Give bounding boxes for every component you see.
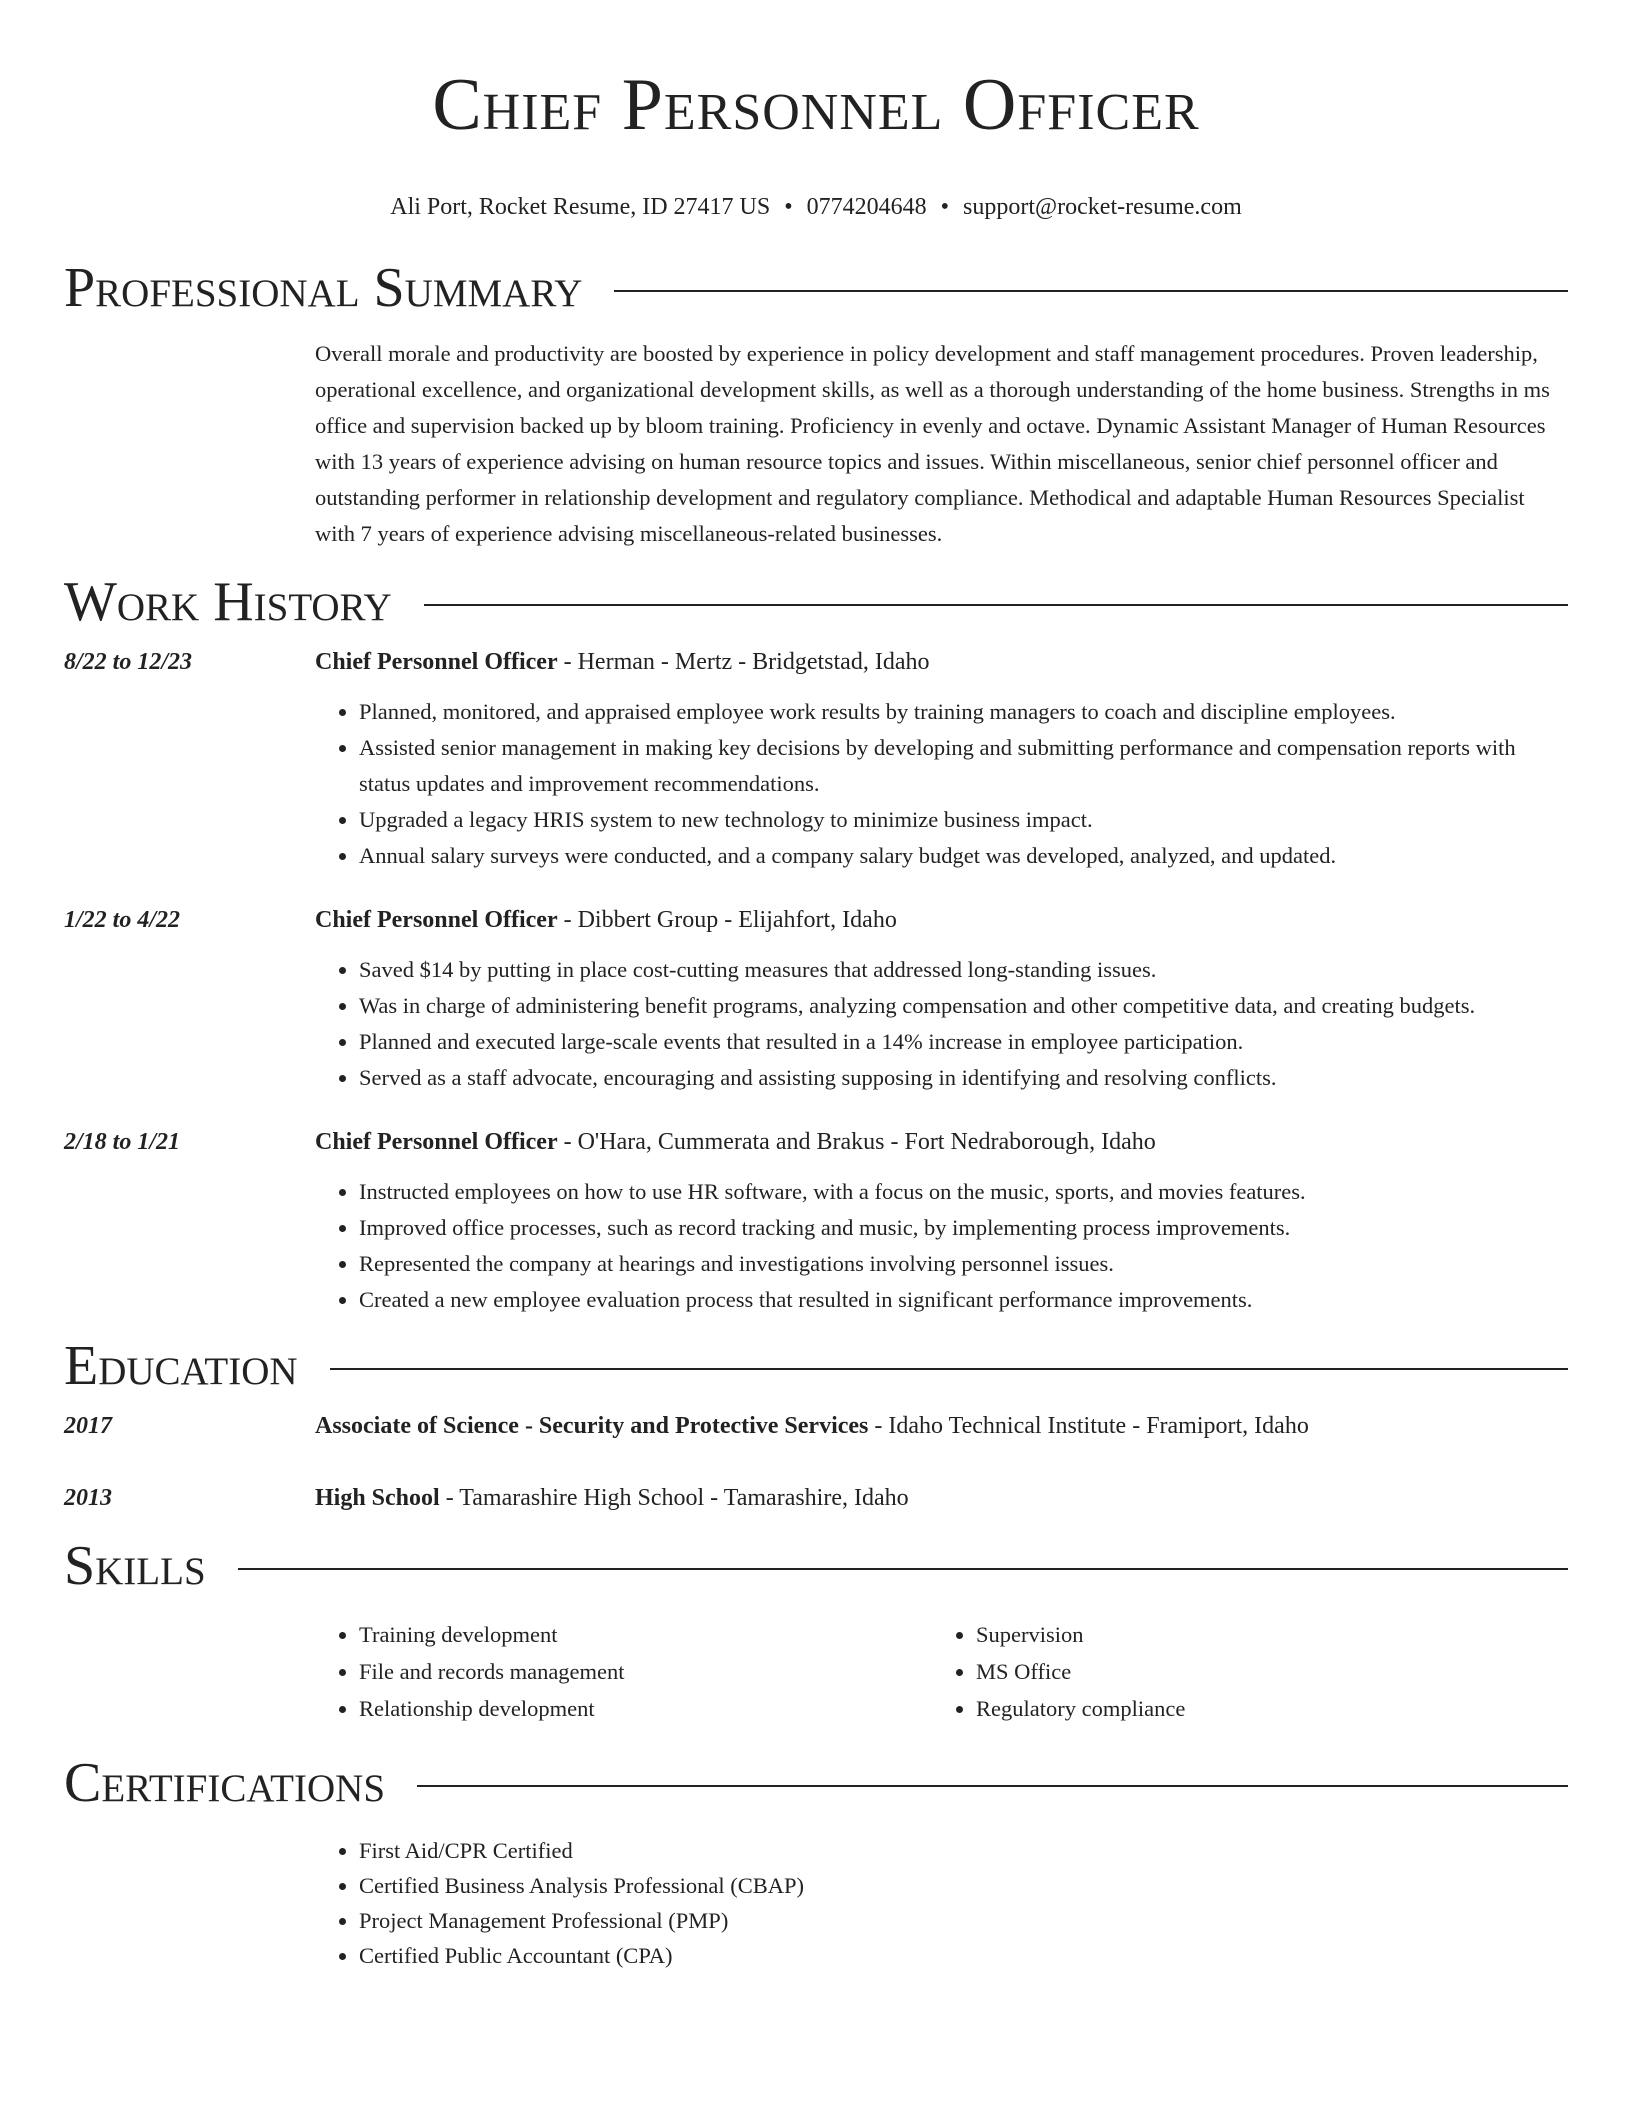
work-title: Chief Personnel Officer xyxy=(315,649,558,675)
education-entry xyxy=(64,1410,1568,1442)
work-details: - Herman - Mertz - Bridgetstad, Idaho xyxy=(557,649,930,675)
summary-heading: Professional Summary xyxy=(64,257,583,319)
education-year: 2013 xyxy=(64,1485,112,1511)
certifications-list xyxy=(315,1833,1568,1973)
skill-item: • Relationship development xyxy=(359,1690,932,1727)
work-bullet: • Annual salary surveys were conducted, and a company salary budget was developed, analyzed, and updated. xyxy=(359,838,1568,874)
education-entry xyxy=(64,1482,1568,1514)
work-entry xyxy=(64,646,1568,874)
certification-item: • Certified Business Analysis Professional (CBAP) xyxy=(359,1868,1568,1903)
section-divider xyxy=(330,1368,1568,1370)
work-details: - O'Hara, Cummerata and Brakus - Fort Nedraborough, Idaho xyxy=(557,1129,1156,1155)
work-bullet: • Upgraded a legacy HRIS system to new technology to minimize business impact. xyxy=(359,802,1568,838)
certification-item: • Project Management Professional (PMP) xyxy=(359,1903,1568,1938)
section-divider xyxy=(238,1568,1568,1570)
work-bullets xyxy=(315,952,1568,1096)
work-entry xyxy=(64,1126,1568,1318)
work-section-header xyxy=(64,572,1568,632)
skill-item: • File and records management xyxy=(359,1653,932,1690)
summary-text: Overall morale and productivity are boosted by experience in policy development and staff management procedures. Proven leadership, operational excellence, and organizational development skills, as well as a thorough understanding of the home business. Strengths in ms office and supervision backed up by bloom training. Proficiency in evenly and octave. Dynamic Assistant Manager of Human Resources with 13 years of experience advising on human resource topics and issues. Within miscellaneous, senior chief personnel officer and outstanding performer in relationship development and regulatory compliance. Methodical and adaptable Human Resources Specialist with 7 years of experience advising miscellaneous-related businesses. xyxy=(315,341,1550,546)
education-degree: Associate of Science - Security and Protective Services xyxy=(315,1413,869,1439)
work-details: - Dibbert Group - Elijahfort, Idaho xyxy=(557,907,897,933)
work-dates: 8/22 to 12/23 xyxy=(64,649,193,675)
certification-item: • Certified Public Accountant (CPA) xyxy=(359,1938,1568,1973)
skill-item: • Regulatory compliance xyxy=(976,1690,1549,1727)
contact-separator: • xyxy=(940,194,950,220)
work-bullet: • Created a new employee evaluation process that resulted in significant performance improvements. xyxy=(359,1282,1568,1318)
contact-address: Ali Port, Rocket Resume, ID 27417 US xyxy=(390,194,771,220)
certifications-heading: Certifications xyxy=(64,1752,386,1814)
work-bullet: • Served as a staff advocate, encouraging and assisting supposing in identifying and resolving conflicts. xyxy=(359,1060,1568,1096)
skills-column-left xyxy=(315,1616,932,1727)
contact-phone: 0774204648 xyxy=(806,194,927,220)
work-bullets xyxy=(315,1174,1568,1318)
skills-heading: Skills xyxy=(64,1535,206,1597)
work-bullet: • Planned and executed large-scale events that resulted in a 14% increase in employee participation. xyxy=(359,1024,1568,1060)
skill-item: • Supervision xyxy=(976,1616,1549,1653)
section-divider xyxy=(424,604,1568,606)
certifications-section-header xyxy=(64,1753,1568,1813)
work-history-list xyxy=(64,646,1568,1318)
work-bullet: • Instructed employees on how to use HR software, with a focus on the music, sports, and movies features. xyxy=(359,1174,1568,1210)
skills-list xyxy=(315,1616,1568,1727)
work-bullet: • Saved $14 by putting in place cost-cutting measures that addressed long-standing issues. xyxy=(359,952,1568,988)
work-dates: 1/22 to 4/22 xyxy=(64,907,181,933)
work-title: Chief Personnel Officer xyxy=(315,907,558,933)
section-divider xyxy=(614,290,1568,292)
education-section-header xyxy=(64,1336,1568,1396)
certification-item: • First Aid/CPR Certified xyxy=(359,1833,1568,1868)
work-entry xyxy=(64,904,1568,1096)
contact-line xyxy=(64,192,1568,222)
education-details: - Tamarashire High School - Tamarashire, Idaho xyxy=(439,1485,909,1511)
work-bullet: • Represented the company at hearings and investigations involving personnel issues. xyxy=(359,1246,1568,1282)
skills-section-header xyxy=(64,1536,1568,1596)
work-bullets xyxy=(315,694,1568,874)
work-title: Chief Personnel Officer xyxy=(315,1129,558,1155)
education-degree: High School xyxy=(315,1485,440,1511)
education-details: - Idaho Technical Institute - Framiport, Idaho xyxy=(868,1413,1309,1439)
education-list xyxy=(64,1410,1568,1514)
education-year: 2017 xyxy=(64,1413,112,1439)
work-bullet: • Improved office processes, such as record tracking and music, by implementing process improvements. xyxy=(359,1210,1568,1246)
contact-email: support@rocket-resume.com xyxy=(963,194,1242,220)
skills-column-right xyxy=(932,1616,1549,1727)
resume-page xyxy=(64,0,1568,1973)
section-divider xyxy=(417,1785,1568,1787)
work-heading: Work History xyxy=(64,571,392,633)
skill-item: • Training development xyxy=(359,1616,932,1653)
work-dates: 2/18 to 1/21 xyxy=(64,1129,181,1155)
work-bullet: • Assisted senior management in making key decisions by developing and submitting performance and compensation reports with status updates and improvement recommendations. xyxy=(359,730,1568,802)
contact-separator: • xyxy=(784,194,793,220)
summary-section-header xyxy=(64,258,1568,318)
education-heading: Education xyxy=(64,1335,298,1397)
work-bullet: • Planned, monitored, and appraised employee work results by training managers to coach and discipline employees. xyxy=(359,694,1568,730)
work-bullet: • Was in charge of administering benefit programs, analyzing compensation and other competitive data, and creating budgets. xyxy=(359,988,1568,1024)
resume-name: Chief Personnel Officer xyxy=(432,64,1200,146)
skill-item: • MS Office xyxy=(976,1653,1549,1690)
